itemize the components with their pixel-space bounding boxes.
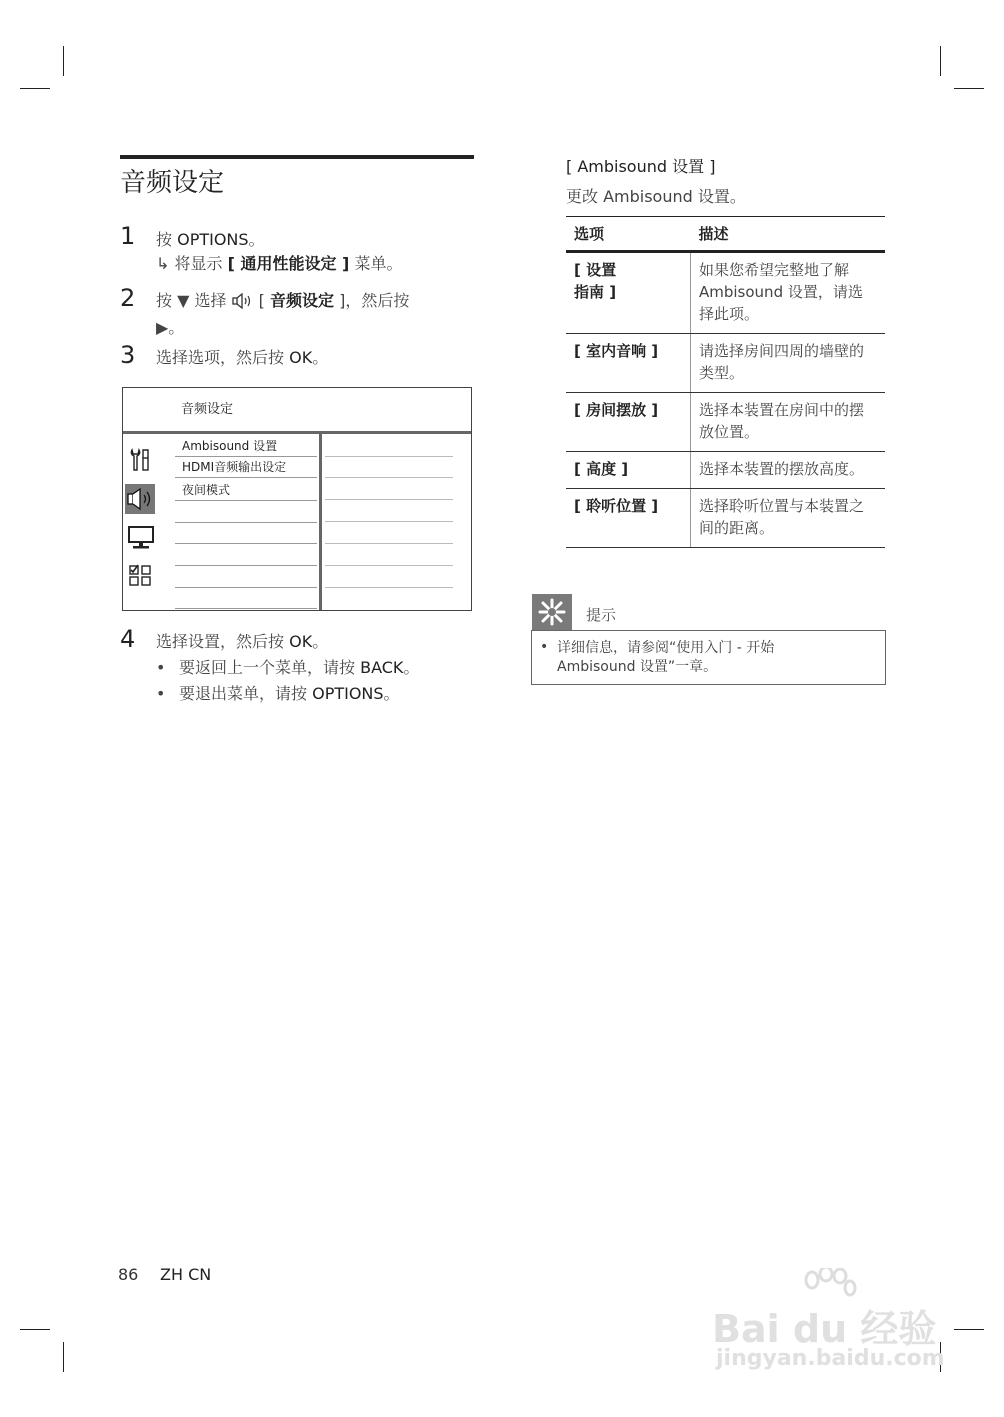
option-cell: [ 设置 指南 ] xyxy=(566,252,691,334)
menu-column-divider xyxy=(319,434,322,610)
step-1-result: ↳ 将显示 [ 通用性能设定 ] 菜单。 xyxy=(156,254,403,273)
audio-settings-menu xyxy=(122,387,472,611)
ambisound-options-table xyxy=(566,216,885,548)
description-cell: 选择本装置的摆放高度。 xyxy=(691,452,886,489)
crop-mark xyxy=(954,1329,984,1330)
speaker-icon xyxy=(232,292,254,316)
step-1-text: 按 OPTIONS。 xyxy=(156,230,265,249)
menu-title: 音频设定 xyxy=(181,402,234,417)
menu-value-line xyxy=(325,456,453,457)
crop-mark xyxy=(940,46,941,76)
option-cell: [ 室内音响 ] xyxy=(566,334,691,393)
menu-value-line xyxy=(325,521,453,522)
menu-item-empty xyxy=(175,588,317,609)
description-cell: 如果您希望完整地了解 Ambisound 设置，请选择此项。 xyxy=(691,252,886,334)
table-row xyxy=(566,334,885,393)
crop-mark xyxy=(63,46,64,76)
menu-value-line xyxy=(325,543,453,544)
crop-mark xyxy=(63,1342,64,1372)
menu-item-night-mode[interactable]: 夜间模式 xyxy=(175,480,317,501)
tip-star-icon xyxy=(532,594,572,630)
crop-mark xyxy=(20,88,50,89)
step-3-text: 选择选项，然后按 OK。 xyxy=(156,348,329,367)
settings-tools-icon[interactable] xyxy=(127,446,155,474)
description-cell: 请选择房间四周的墙壁的类型。 xyxy=(691,334,886,393)
page-title: 音频设定 xyxy=(120,168,225,198)
speaker-icon[interactable] xyxy=(125,484,155,514)
menu-item-empty xyxy=(175,545,317,566)
menu-item-empty xyxy=(175,502,317,523)
menu-value-line xyxy=(325,477,453,478)
table-row xyxy=(566,452,885,489)
column-header: 描述 xyxy=(691,217,886,252)
menu-item-empty xyxy=(175,567,317,588)
description-cell: 选择本装置在房间中的摆放位置。 xyxy=(691,393,886,452)
ambisound-description: 更改 Ambisound 设置。 xyxy=(566,187,746,206)
result-arrow-icon: ↳ xyxy=(156,254,170,273)
tip-box xyxy=(531,630,886,685)
menu-value-line xyxy=(325,565,453,566)
menu-value-line xyxy=(325,587,453,588)
watermark-brand: Bai du 经验 xyxy=(712,1307,937,1351)
language-code: ZH CN xyxy=(160,1265,212,1284)
step-2-text: 按 ▼ 选择 [ 音频设定 ]，然后按 ▶。 xyxy=(156,291,410,337)
option-cell: [ 高度 ] xyxy=(566,452,691,489)
option-cell: [ 房间摆放 ] xyxy=(566,393,691,452)
table-row xyxy=(566,393,885,452)
step-4-bullet-back: • 要返回上一个菜单，请按 BACK。 xyxy=(156,658,420,677)
table-header-row xyxy=(566,217,885,252)
ambisound-heading: [ Ambisound 设置 ] xyxy=(566,157,716,176)
menu-item-hdmi-audio[interactable]: HDMI音频输出设定 xyxy=(175,457,317,478)
watermark-url: jingyan.baidu.com xyxy=(716,1346,945,1371)
column-header: 选项 xyxy=(566,217,691,252)
menu-item-empty xyxy=(175,523,317,544)
tip-label: 提示 xyxy=(586,606,617,624)
menu-divider xyxy=(123,431,471,434)
step-4-text: 选择设置，然后按 OK。 xyxy=(156,632,329,651)
table-row xyxy=(566,252,885,334)
option-cell: [ 聆听位置 ] xyxy=(566,489,691,548)
step-number: 1 xyxy=(120,222,136,250)
tip-text: 详细信息，请参阅“使用入门 - 开始 Ambisound 设置”一章。 xyxy=(557,640,775,675)
section-rule xyxy=(120,155,474,159)
menu-value-line xyxy=(325,499,453,500)
description-cell: 选择聆听位置与本装置之间的距离。 xyxy=(691,489,886,548)
crop-mark xyxy=(954,88,984,89)
step-number: 2 xyxy=(120,284,136,312)
table-row xyxy=(566,489,885,548)
page-number: 86 xyxy=(118,1265,139,1284)
tip-bullet: • xyxy=(540,639,549,655)
crop-mark xyxy=(20,1329,50,1330)
menu-item-ambisound[interactable]: Ambisound 设置 xyxy=(175,436,317,457)
step-4-bullet-exit: • 要退出菜单，请按 OPTIONS。 xyxy=(156,684,400,703)
step-number: 4 xyxy=(120,625,136,653)
step-number: 3 xyxy=(120,341,136,369)
monitor-icon[interactable] xyxy=(127,524,155,552)
preferences-icon[interactable] xyxy=(127,562,155,590)
